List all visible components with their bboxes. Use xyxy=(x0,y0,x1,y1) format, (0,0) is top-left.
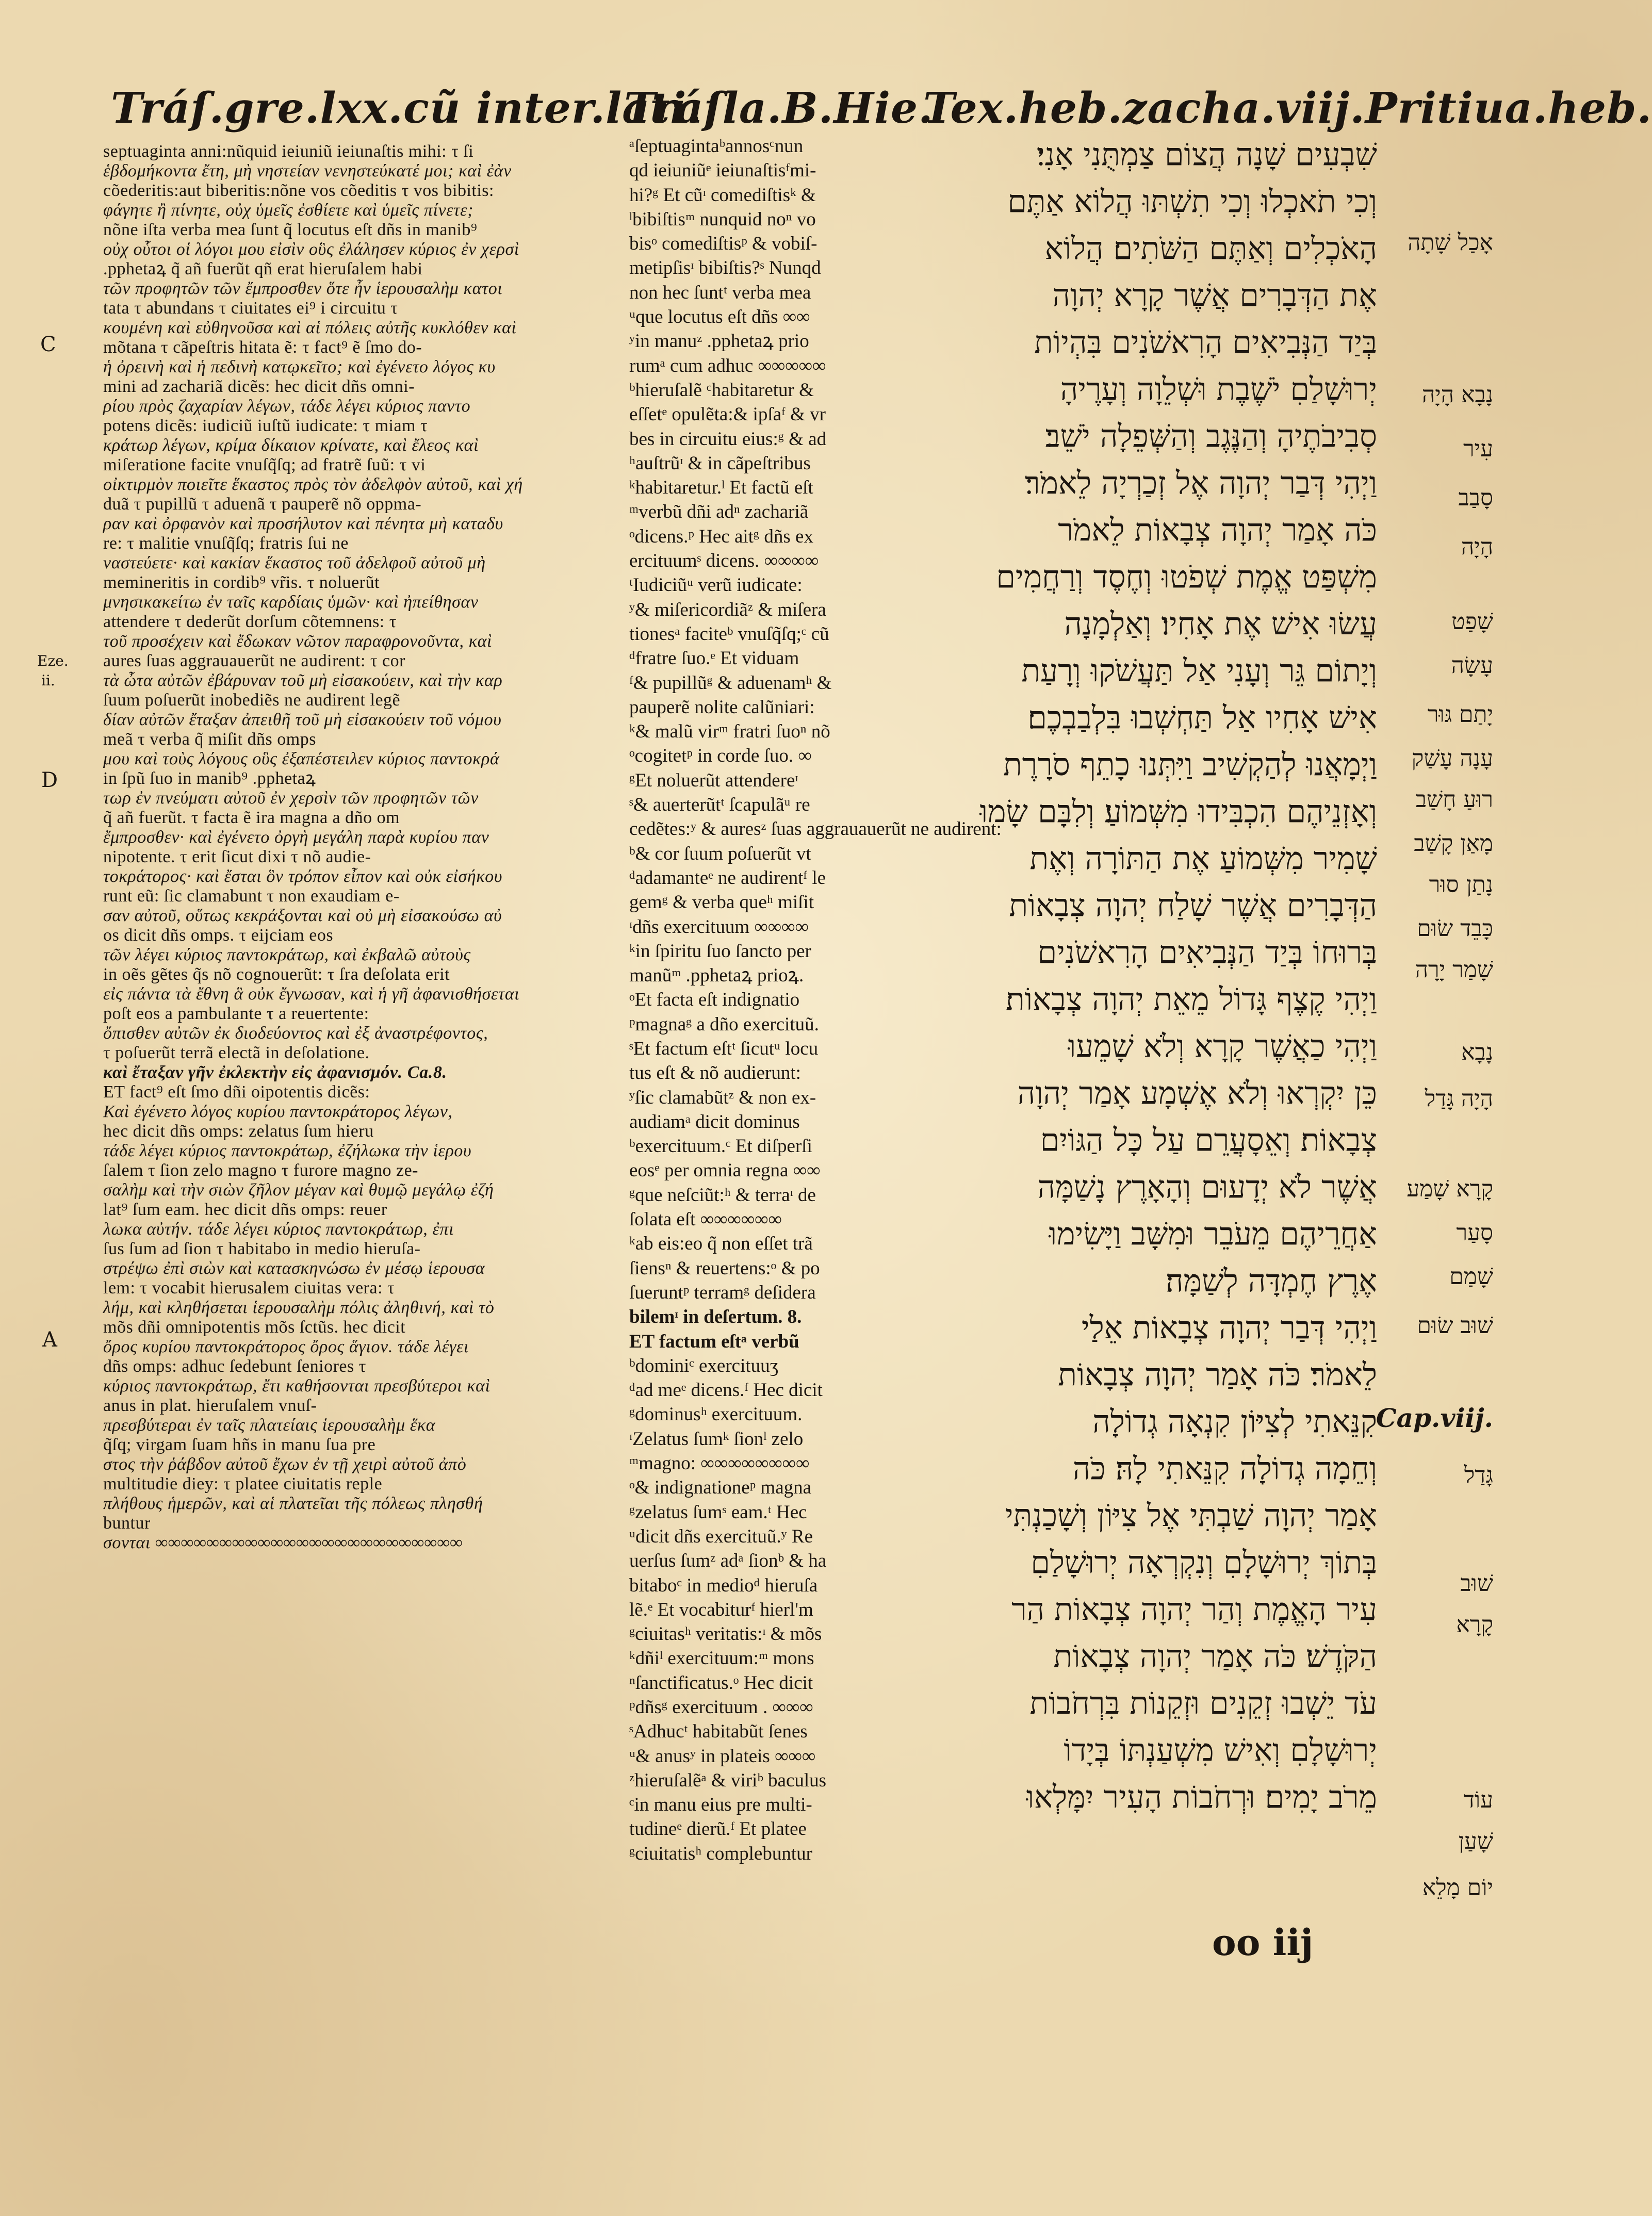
latin-line: ᶦZelatus ſumᵏ ſionˡ zelo xyxy=(629,1428,804,1450)
hebrew-root-note: שָׁפַט xyxy=(1451,609,1493,635)
greek-column-header: Tráſ.gre.lxx.cũ inter.lati. xyxy=(111,84,702,133)
greek-interlinear-column xyxy=(103,142,609,1978)
latin-line: ET factum eſtᵃ verbũ xyxy=(629,1331,799,1352)
hebrew-line: סְבִיבֹתֶיהָ וְהַנֶּגֶב וְהַשְּׁפֵלָה יֹשֵׁב׃ xyxy=(1045,418,1377,454)
latin-line: non hec ſuntᵗ verba mea xyxy=(629,282,811,303)
latin-interlinear-line: cõederitis:aut biberitis:nõne vos cõeditis τ vos bibitis: xyxy=(103,181,494,200)
latin-line: ᵒ& indignationeᵖ magna xyxy=(629,1477,812,1499)
greek-line: τάδε λέγει κύριος παντοκράτωρ, ἐζήλωκα τὴν ἱερου xyxy=(103,1141,472,1160)
hebrew-line: צְבָאוֹת׃ וְאֵסָעֲרֵם עַל כָּל הַגּוֹיִם xyxy=(1040,1122,1377,1158)
greek-line: πλήθους ἡμερῶν, καὶ αἱ πλατεῖαι τῆς πόλεως πλησθή xyxy=(103,1494,483,1513)
hebrew-line: אָמַר יְהוָה שַׁבְתִּי אֶל צִיּוֹן וְשָׁכַנְתִּי xyxy=(1005,1498,1377,1534)
hebrew-line: הַקֹּדֶשׁ׃ כֹּה אָמַר יְהוָה צְבָאוֹת xyxy=(1053,1638,1377,1675)
latin-line: eſſetᵉ opulẽta:& ipſaᶠ & vr xyxy=(629,404,826,425)
latin-interlinear-line: .pphetaꝝ q̃ añ fuerũt qñ erat hieruſalem habi xyxy=(103,259,423,278)
latin-line: ʸin manuᶻ .pphetaꝝ prio xyxy=(629,331,809,352)
latin-line: ʰauſtrũᶦ & in cãpeſtribus xyxy=(629,452,811,474)
greek-line: κύριος παντοκράτωρ, ἔτι καθήσονται πρεσβύτεροι καὶ xyxy=(103,1376,490,1396)
latin-line: uerſus ſumᶻ adᵃ ſionᵇ & ha xyxy=(629,1550,827,1572)
hebrew-line: אֶרֶץ חֶמְדָּה לְשַׁמָּה׃ xyxy=(1166,1263,1377,1299)
latin-line: bitaboᶜ in medioᵈ hieruſa xyxy=(629,1574,818,1596)
hebrew-line: לֵאמֹר׃ כֹּה אָמַר יְהוָה צְבָאוֹת xyxy=(1058,1357,1377,1393)
latin-line: ᵗIudiciũᵘ verũ iudicate: xyxy=(629,574,803,596)
hebrew-line: שִׁבְעִים שָׁנָה הֲצוֹם צַמְתֻּנִי אָנִי׃ xyxy=(1036,137,1377,173)
latin-line: ᵏ& malũ virᵐ fratri ſuoⁿ nõ xyxy=(629,721,830,743)
greek-line: Καὶ ἐγένετο λόγος κυρίου παντοκράτορος λέγων, xyxy=(103,1102,453,1121)
hebrew-line: יְרוּשָׁלָםִ וְאִישׁ מִשְׁעַנְתּוֹ בְּיָדוֹ xyxy=(1064,1732,1377,1768)
greek-line: τὰ ὦτα αὐτῶν ἐβάρυναν τοῦ μὴ εἰσακούειν, καὶ τὴν καρ xyxy=(103,671,503,690)
latin-interlinear-line: poſt eos a pambulante τ a reuertente: xyxy=(103,1004,369,1023)
latin-interlinear-line: mõs dñi omnipotentis mõs ſctũs. hec dicit xyxy=(103,1318,406,1337)
latin-line: tus eſt & nõ audierunt: xyxy=(629,1062,801,1084)
latin-line: ˢAdhucᵗ habitabũt ſenes xyxy=(629,1721,808,1743)
hebrew-line: שָׁמִיר מִשְּׁמוֹעַ אֶת הַתּוֹרָה וְאֶת xyxy=(1029,841,1377,877)
hebrew-root-note: כָּבֵד שׂוּם xyxy=(1417,915,1493,942)
hebrew-line: עֹד יֵשְׁבוּ זְקֵנִים וּזְקֵנוֹת בִּרְחֹבוֹת xyxy=(1029,1685,1377,1721)
latin-line: ᵈfratre ſuo.ᵉ Et viduam xyxy=(629,648,799,669)
latin-interlinear-line: q̃ſq; virgam ſuam hñs in manu ſua pre xyxy=(103,1435,376,1454)
latin-line: ᵏin ſpiritu ſuo ſancto per xyxy=(629,940,811,962)
greek-line: ἡ ὀρεινὴ καὶ ἡ πεδινὴ κατῳκεῖτο; καὶ ἐγένετο λόγος κυ xyxy=(103,357,496,376)
hebrew-root-note: עוֹד xyxy=(1463,1787,1493,1813)
hebrew-text-column xyxy=(890,132,1377,1947)
hebrew-column-header: Tex.heb.zacha.viij.Pritiua.heb. xyxy=(923,84,1652,133)
greek-line: πρεσβύτεραι ἐν ταῖς πλατείαις ἱερουσαλὴμ ἕκα xyxy=(103,1416,436,1435)
latin-interlinear-line: buntur xyxy=(103,1514,151,1533)
latin-interlinear-line: septuaginta anni:nũquid ieiuniũ ieiunaſtis mihi: τ ſi xyxy=(103,142,474,161)
margin-note-eze: Eze. xyxy=(37,652,69,669)
latin-line: manũᵐ .pphetaꝝ prioꝝ. xyxy=(629,965,804,987)
hebrew-line: וַיְמָאֲנוּ לְהַקְשִׁיב וַיִּתְּנוּ כָתֵף סֹרָרֶת xyxy=(1003,747,1377,783)
latin-interlinear-line: duã τ pupillũ τ aduenã τ pauperẽ nõ oppma- xyxy=(103,495,422,514)
latin-line: lẽ.ᵉ Et vocabiturᶠ hierl'm xyxy=(629,1599,813,1620)
hebrew-root-note: יוֹם מָלֵא xyxy=(1422,1875,1493,1901)
latin-line: ſueruntᵖ terramᵍ deſidera xyxy=(629,1282,816,1303)
latin-line: metipſisᶦ bibiſtis?ˢ Nunqd xyxy=(629,257,821,279)
latin-line: ᶠ& pupillũᵍ & aduenamʰ & xyxy=(629,672,832,694)
hebrew-root-note: גָּדַל xyxy=(1464,1462,1493,1488)
latin-interlinear-line: aures ſuas aggrauauerũt ne audirent: τ cor xyxy=(103,651,405,670)
latin-line: ʸ& miſericordiãᶻ & miſera xyxy=(629,599,826,620)
latin-line: ⁿſanctificatus.ᵒ Hec dicit xyxy=(629,1672,813,1694)
latin-line: ᵖmagnaᵍ a dño exercituũ. xyxy=(629,1013,819,1035)
hebrew-line: וַיְהִי דְּבַר יְהוָה אֶל זְכַרְיָה לֵאמֹר׃ xyxy=(1025,465,1377,501)
greek-line: μνησικακείτω ἐν ταῖς καρδίαις ὑμῶν· καὶ ἠπείθησαν xyxy=(103,593,479,612)
latin-line: ᵘ& anusʸ in plateis ∞∞∞ xyxy=(629,1745,816,1767)
hebrew-line: וַיְהִי דְּבַר יְהוָה צְבָאוֹת אֵלַי xyxy=(1081,1310,1377,1346)
latin-interlinear-line: mõtana τ cãpeſtris hitata ẽ: τ fact⁹ ẽ ſmo do- xyxy=(103,338,422,357)
latin-line: ᵏdñiˡ exercituum:ᵐ mons xyxy=(629,1648,814,1669)
latin-line: rumᵃ cum adhuc ∞∞∞∞∞ xyxy=(629,355,826,376)
latin-interlinear-line: in oẽs gẽtes q̃s nõ cognouerũt: τ ſra deſolata erit xyxy=(103,965,450,984)
hebrew-root-note: מָאַן קָשַׁב xyxy=(1414,830,1493,857)
greek-line: τοῦ προσέχειν καὶ ἔδωκαν νῶτον παραφρονοῦντα, καὶ xyxy=(103,632,493,651)
hebrew-root-note: קָרָא xyxy=(1456,1612,1493,1638)
latin-line: eosᵉ per omnia regna ∞∞ xyxy=(629,1160,821,1181)
latin-interlinear-line: os dicit dñs omps. τ eijciam eos xyxy=(103,926,334,945)
hebrew-line: בְּתוֹךְ יְרוּשָׁלָםִ וְנִקְרְאָה יְרוּשָׁלַםִ xyxy=(1031,1545,1377,1581)
hebrew-line: וְאָזְנֵיהֶם הִכְבִּידוּ מִשְּׁמוֹעַ׃ וְלִבָּם שָׂמוּ xyxy=(979,794,1377,830)
latin-line: ᵏab eis:eo q̃ non eſſet trã xyxy=(629,1233,813,1255)
latin-line: ᵏhabitaretur.ˡ Et factũ eſt xyxy=(629,477,813,499)
hebrew-root-note: שָׁמַם xyxy=(1449,1263,1493,1290)
latin-line: ᵐverbũ dñi adⁿ zachariã xyxy=(629,501,809,523)
latin-line: ſolata eſt ∞∞∞∞∞∞ xyxy=(629,1209,782,1230)
margin-note-eze-ref: ii. xyxy=(41,672,55,689)
latin-interlinear-line: lem: τ vocabit hierusalem ciuitas vera: τ xyxy=(103,1278,395,1298)
latin-interlinear-line: multitudie diey: τ platee ciuitatis reple xyxy=(103,1474,383,1493)
hebrew-root-note: רוּעַ חָשַׁב xyxy=(1415,786,1493,813)
latin-line: ᵘdicit dñs exercituũ.ʸ Re xyxy=(629,1525,813,1547)
latin-line: gemᵍ & verba queʰ miſit xyxy=(629,892,814,913)
greek-line: τῶν προφητῶν τῶν ἔμπροσθεν ὅτε ἦν ἱερουσαλὴμ κατοι xyxy=(103,279,503,298)
latin-line: ᵍque neſciũt:ʰ & terraᶦ de xyxy=(629,1184,816,1206)
greek-line: ἔμπροσθεν· καὶ ἐγένετο ὀργὴ μεγάλη παρὰ κυρίου παν xyxy=(103,828,489,847)
latin-line: ᵍzelatus ſumˢ eam.ᵗ Hec xyxy=(629,1501,807,1523)
hebrew-line: וַיְהִי קֶצֶף גָּדוֹל מֵאֵת יְהוָה צְבָאוֹת׃ xyxy=(1006,981,1377,1017)
latin-line: ˢEt factum eſtᵗ ſicutᵘ locu xyxy=(629,1038,819,1059)
latin-line: ᵘque locutus eſt dñs ∞∞ xyxy=(629,306,810,328)
foliation-mark: oo iij xyxy=(1212,1921,1314,1964)
latin-line: ʸſic clamabũtᶻ & non ex- xyxy=(629,1087,816,1108)
hebrew-line: אֶת הַדְּבָרִים אֲשֶׁר קָרָא יְהוָה xyxy=(1052,277,1377,314)
latin-interlinear-line: dñs omps: adhuc ſedebunt ſeniores τ xyxy=(103,1357,366,1376)
greek-line: τοκράτορος· καὶ ἔσται ὃν τρόπον εἶπον καὶ οὐκ εἰσήκου xyxy=(103,867,503,886)
latin-line: ᵍdominusʰ exercituum. xyxy=(629,1404,803,1425)
latin-interlinear-line: ſuum poſuerũt inobediẽs ne audirent legẽ xyxy=(103,691,401,710)
hebrew-root-note: יָתַם גּוּר xyxy=(1427,701,1493,728)
latin-line: cedẽtes:ʸ & auresᶻ ſuas aggrauauerũt ne audirent: xyxy=(629,818,1002,840)
latin-interlinear-line: memineritis in cordib⁹ vr̃is. τ noluerũt xyxy=(103,573,380,592)
latin-line: hi?ᵍ Et cũᶦ comediſtisᵏ & xyxy=(629,184,816,206)
greek-line: εἰς πάντα τὰ ἔθνη ἃ οὐκ ἔγνωσαν, καὶ ἡ γῆ ἀφανισθήσεται xyxy=(103,984,520,1004)
greek-line: σαν αὐτοῦ, οὕτως κεκράξονται καὶ οὐ μὴ εἰσακούσω αὐ xyxy=(103,906,502,925)
greek-line: κράτωρ λέγων, κρίμα δίκαιον κρίνατε, καὶ ἔλεος καὶ xyxy=(103,436,479,455)
latin-line: tudineᵉ dierũ.ᶠ Et platee xyxy=(629,1818,807,1840)
hebrew-line: וְכִי תֹאכְלוּ וְכִי תִשְׁתּוּ הֲלוֹא אַתֶּם xyxy=(1007,184,1377,220)
latin-interlinear-line: meã τ verba q̃ miſit dñs omps xyxy=(103,730,316,749)
latin-line: ᵇ& cor ſuum poſuerũt vt xyxy=(629,843,811,864)
greek-line: ραν καὶ ὀρφανὸν καὶ προσήλυτον καὶ πένητα μὴ καταδυ xyxy=(103,514,503,533)
latin-line: tionesᵃ faciteᵇ vnuſq̃ſq;ᶜ cũ xyxy=(629,623,829,645)
latin-interlinear-line: potens dicẽs: iudiciũ iuſtũ iudicate: τ miam τ xyxy=(103,416,428,435)
latin-line: ercituumˢ dicens. ∞∞∞∞ xyxy=(629,550,819,572)
latin-line: ˡbibiſtisᵐ nunquid noⁿ vo xyxy=(629,208,816,230)
margin-letter-a: A xyxy=(42,1328,57,1352)
margin-letter-c: C xyxy=(40,333,56,356)
latin-line: pauperẽ nolite calũniari: xyxy=(629,696,815,718)
greek-line: ὄπισθεν αὐτῶν ἐκ διοδεύοντος καὶ ἐξ ἀναστρέφοντος, xyxy=(103,1024,488,1043)
greek-line: ὄρος κυρίου παντοκράτορος ὄρος ἅγιον. τάδε λέγει xyxy=(103,1337,469,1356)
latin-jerome-column xyxy=(629,134,1002,1955)
hebrew-line: קִנֵּאתִי לְצִיּוֹן קִנְאָה גְדוֹלָה xyxy=(1092,1404,1377,1440)
greek-line: ρίου πρὸς ζαχαρίαν λέγων, τάδε λέγει κύριος παντο xyxy=(103,397,471,416)
latin-interlinear-line: hec dicit dñs omps: zelatus ſum hieru xyxy=(103,1122,374,1141)
hebrew-line: יְרוּשָׁלַםִ יֹשֶׁבֶת וּשְׁלֵוָה וְעָרֶיהָ xyxy=(1060,371,1377,407)
margin-letter-d: D xyxy=(41,768,58,792)
hebrew-root-note: נָבָא xyxy=(1461,1039,1493,1065)
latin-line: ᵐmagno: ∞∞∞∞∞∞∞∞ xyxy=(629,1453,810,1474)
latin-line: ᵇdominiᶜ exercituuʒ xyxy=(629,1355,779,1376)
latin-interlinear-line: mini ad zachariã dicẽs: hec dicit dñs omni- xyxy=(103,377,415,396)
greek-line: ναστεύετε· καὶ κακίαν ἕκαστος τοῦ ἀδελφοῦ αὐτοῦ μὴ xyxy=(103,553,486,572)
hebrew-root-note: שָׁעַן xyxy=(1458,1828,1493,1854)
latin-interlinear-line: attendere τ dederũt dorſum cõtemnens: τ xyxy=(103,612,397,631)
latin-interlinear-line: q̃ añ fuerũt. τ facta ẽ ira magna a dño om xyxy=(103,808,400,827)
greek-line: τῶν λέγει κύριος παντοκράτωρ, καὶ ἐκβαλῶ αὐτοὺς xyxy=(103,945,471,964)
latin-interlinear-line: nõne iſta verba mea ſunt q̃ locutus eſt dñs in manib⁹ xyxy=(103,220,478,239)
hebrew-line: הַדְּבָרִים אֲשֶׁר שָׁלַח יְהוָה צְבָאוֹת xyxy=(1009,888,1377,924)
hebrew-line: כֵּן יִקְרְאוּ וְלֹא אֶשְׁמָע אָמַר יְהוָה xyxy=(1017,1075,1377,1111)
hebrew-root-note: סָעַר xyxy=(1456,1220,1493,1246)
latin-line: bisᵒ comediſtisᵖ & vobiſ- xyxy=(629,233,817,255)
hebrew-roots-margin xyxy=(1367,178,1493,1931)
greek-line: φάγητε ἢ πίνητε, οὐχ ὑμεῖς ἐσθίετε καὶ ὑμεῖς πίνετε; xyxy=(103,201,473,220)
greek-line: λωκα αὐτήν. τάδε λέγει κύριος παντοκράτωρ, ἐπι xyxy=(103,1220,454,1239)
latin-line: audiamᵃ dicit dominus xyxy=(629,1111,800,1132)
greek-line: οἰκτιρμὸν ποιεῖτε ἕκαστος πρὸς τὸν ἀδελφὸν αὐτοῦ, καὶ χή xyxy=(103,475,523,494)
hebrew-line: בְּיַד הַנְּבִיאִים הָרִאשֹׁנִים בִּהְיוֹת xyxy=(1034,324,1377,360)
hebrew-root-note: אָכַל שָׁתָה xyxy=(1408,229,1493,256)
hebrew-line: עֲשׂוּ אִישׁ אֶת אָחִיו׃ וְאַלְמָנָה xyxy=(1064,606,1377,642)
latin-line: ᵒcogitetᵖ in corde ſuo. ∞ xyxy=(629,745,812,767)
latin-interlinear-line: miſeratione facite vnuſq̃ſq; ad fratrẽ ſuũ: τ vi xyxy=(103,455,426,474)
hebrew-root-note: נָתַן סוּר xyxy=(1429,872,1493,898)
greek-line: στος τὴν ῥάβδον αὐτοῦ ἔχων ἐν τῇ χειρὶ αὐτοῦ ἀπὸ xyxy=(103,1455,467,1474)
hebrew-root-note: סָבַב xyxy=(1458,485,1493,511)
latin-line: ᵇexercituum.ᶜ Et diſperſi xyxy=(629,1136,812,1157)
hebrew-line: וְחֵמָה גְדוֹלָה קִנֵּאתִי לָהּ׃ כֹּה xyxy=(1072,1451,1377,1487)
latin-interlinear-line: re: τ malitie vnuſq̃ſq; fratris ſui ne xyxy=(103,534,349,553)
greek-line: ἑβδομήκοντα ἔτη, μὴ νηστείαν νενηστεύκατέ μοι; καὶ ἐὰν xyxy=(103,161,512,180)
chapter-marker: Cap.viij. xyxy=(1376,1403,1493,1433)
latin-line: ᵍEt noluerũt attendereᶦ xyxy=(629,769,798,791)
hebrew-root-note: שׁוּב שׂוּם xyxy=(1417,1312,1493,1339)
latin-interlinear-line: ſus ſum ad ſion τ habitabo in medio hieruſa- xyxy=(103,1239,421,1258)
hebrew-root-note: הָיָה גָּדַל xyxy=(1425,1086,1493,1112)
latin-line: ſiensⁿ & reuertens:ᵒ & po xyxy=(629,1257,820,1279)
hebrew-line: כֹּה אָמַר יְהוָה צְבָאוֹת לֵאמֹר xyxy=(1058,512,1377,548)
latin-line: ᵒEt facta eſt indignatio xyxy=(629,989,800,1011)
hebrew-line: וְיָתוֹם גֵּר וְעָנִי אַל תַּעֲשֹׁקוּ וְרָעַת xyxy=(1021,653,1377,689)
latin-line: ᵈad meᵉ dicens.ᶠ Hec dicit xyxy=(629,1380,823,1401)
hebrew-line: עִיר הָאֱמֶת וְהַר יְהוָה צְבָאוֹת הַר xyxy=(1011,1591,1377,1628)
latin-interlinear-line: ET fact⁹ eſt ſmo dñi oipotentis dicẽs: xyxy=(103,1082,370,1102)
greek-line: σονται ∞∞∞∞∞∞∞∞∞∞∞∞∞∞∞∞∞∞∞∞∞∞∞∞ xyxy=(103,1533,463,1552)
hebrew-line: אִישׁ אָחִיו אַל תַּחְשְׁבוּ בִּלְבַבְכֶם׃ xyxy=(1027,700,1377,736)
latin-line: qd ieiuniũᵉ ieiunaſtisᶠmi- xyxy=(629,160,816,182)
hebrew-root-note: עִיר xyxy=(1463,436,1493,462)
hebrew-root-note: נָבָא הָיָה xyxy=(1421,382,1493,408)
latin-interlinear-line: tata τ abundans τ ciuitates ei⁹ i circuitu τ xyxy=(103,299,398,318)
latin-line: ᵍciuitasʰ veritatis:ᶦ & mõs xyxy=(629,1623,822,1645)
latin-line: ᵒdicens.ᵖ Hec aitᵍ dñs ex xyxy=(629,526,813,547)
hebrew-line: מֵרֹב יָמִים׃ וּרְחֹבוֹת הָעִיר יִמָּלְאוּ xyxy=(1026,1779,1377,1815)
greek-line: καὶ ἔταξαν γῆν ἐκλεκτὴν εἰς ἀφανισμόν. Ca.8. xyxy=(103,1063,447,1082)
greek-line: δίαν αὐτῶν ἔταξαν ἀπειθῆ τοῦ μὴ εἰσακούειν τοῦ νόμου xyxy=(103,710,502,729)
greek-line: τωρ ἐν πνεύματι αὐτοῦ ἐν χερσὶν τῶν προφητῶν τῶν xyxy=(103,789,479,808)
latin-interlinear-line: anus in plat. hieruſalem vnuſ- xyxy=(103,1396,317,1415)
latin-line: ᵈadamanteᵉ ne audirentᶠ le xyxy=(629,867,826,889)
latin-column-header: Tráſla.B.Hie. xyxy=(624,84,934,133)
latin-interlinear-line: lat⁹ ſum eam. hec dicit dñs omps: reuer xyxy=(103,1200,387,1219)
hebrew-root-note: קָרָא שָׁמַע xyxy=(1406,1176,1493,1202)
hebrew-line: הָאֹכְלִים וְאַתֶּם הַשֹּׁתִים׃ הֲלוֹא xyxy=(1044,231,1377,267)
hebrew-root-note: עָנָה עָשַׁק xyxy=(1411,745,1493,772)
latin-interlinear-line: nipotente. τ erit ſicut dixi τ nõ audie- xyxy=(103,847,371,866)
latin-line: ᵖdñsᵍ exercituum . ∞∞∞ xyxy=(629,1697,813,1718)
hebrew-line: אֲשֶׁר לֹא יְדָעוּם וְהָאָרֶץ נָשַׁמָּה xyxy=(1037,1169,1377,1205)
hebrew-root-note: הָיָה xyxy=(1461,534,1493,560)
latin-line: bes in circuitu eius:ᵍ & ad xyxy=(629,428,827,450)
latin-line: ᶦdñs exercituum ∞∞∞∞ xyxy=(629,916,809,938)
latin-interlinear-line: ſalem τ ſion zelo magno τ furore magno ze- xyxy=(103,1161,419,1180)
hebrew-line: מִשְׁפַּט אֱמֶת שְׁפֹטוּ וְחֶסֶד וְרַחֲמִים xyxy=(996,559,1377,595)
latin-interlinear-line: in ſpũ ſuo in manib⁹ .pphetaꝝ xyxy=(103,769,316,788)
greek-line: λήμ, καὶ κληθήσεται ἱερουσαλὴμ πόλις ἀληθινή, καὶ τὸ xyxy=(103,1298,495,1317)
latin-line: ᵃſeptuagintaᵇannosᶜnun xyxy=(629,136,804,157)
latin-line: ᵇhieruſalẽ ᶜhabitaretur & xyxy=(629,379,814,401)
greek-line: στρέψω ἐπὶ σιὼν καὶ κατασκηνώσω ἐν μέσῳ ἱερουσα xyxy=(103,1259,485,1278)
latin-line: ᵍciuitatisʰ complebuntur xyxy=(629,1843,812,1864)
latin-interlinear-line: τ poſuerũt terrã electã in deſolatione. xyxy=(103,1043,370,1062)
hebrew-line: וַיְהִי כַאֲשֶׁר קָרָא וְלֹא שָׁמֵעוּ xyxy=(1068,1028,1377,1064)
hebrew-root-note: עָשָׂה xyxy=(1451,652,1493,679)
latin-line: ᶜin manu eius pre multi- xyxy=(629,1794,812,1816)
latin-interlinear-line: runt eũ: ſic clamabunt τ non exaudiam e- xyxy=(103,887,400,906)
latin-line: bilemᶦ in deſertum. 8. xyxy=(629,1306,802,1328)
hebrew-line: אַחֲרֵיהֶם מֵעֹבֵר וּמִשָּׁב וַיָּשִׂימוּ xyxy=(1049,1216,1377,1252)
latin-line: ˢ& auerterũtᵗ ſcapulãᵘ re xyxy=(629,794,810,816)
hebrew-line: בְּרוּחוֹ בְּיַד הַנְּבִיאִים הָרִאשֹׁנִים xyxy=(1037,934,1377,971)
hebrew-root-note: שָׁמַר יָרָה xyxy=(1415,957,1493,983)
greek-line: οὐχ οὗτοι οἱ λόγοι μου εἰσὶν οὓς ἐλάλησεν κύριος ἐν χερσὶ xyxy=(103,240,519,259)
greek-line: μου καὶ τοὺς λόγους οὓς ἐξαπέστειλεν κύριος παντοκρά xyxy=(103,749,500,768)
greek-line: σαλὴμ καὶ τὴν σιὼν ζῆλον μέγαν καὶ θυμῷ μεγάλῳ ἐζή xyxy=(103,1180,494,1200)
latin-line: ᶻhieruſalẽᵃ & viriᵇ baculus xyxy=(629,1769,827,1791)
greek-line: κουμένη καὶ εὐθηνοῦσα καὶ αἱ πόλεις αὐτῆς κυκλόθεν καὶ xyxy=(103,318,517,337)
hebrew-root-note: שׁוּב xyxy=(1460,1570,1493,1597)
